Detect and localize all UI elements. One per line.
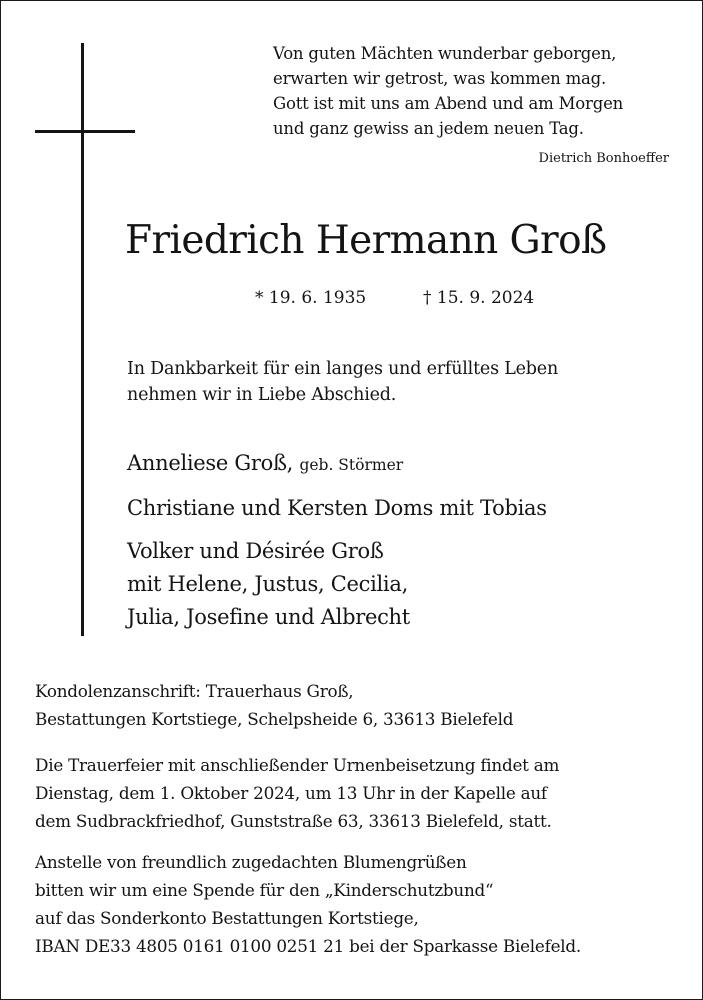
- poem-author: Dietrich Bonhoeffer: [538, 151, 669, 166]
- donation-line: bitten wir um eine Spende für den „Kinderschutzbund“: [35, 880, 494, 900]
- poem-line: erwarten wir getrost, was kommen mag.: [273, 69, 607, 88]
- poem-line: Von guten Mächten wunderbar geborgen,: [273, 44, 617, 63]
- poem-line: Gott ist mit uns am Abend und am Morgen: [273, 94, 624, 113]
- death-date: † 15. 9. 2024: [423, 288, 535, 308]
- funeral-service-info: [35, 751, 685, 835]
- donation-line: IBAN DE33 4805 0161 0100 0251 21 bei der Sparkasse Bielefeld.: [35, 936, 581, 956]
- family-line: Julia, Josefine und Albrecht: [127, 605, 410, 629]
- service-line: Dienstag, dem 1. Oktober 2024, um 13 Uhr in der Kapelle auf: [35, 783, 547, 803]
- spouse-name: Anneliese Groß,: [127, 451, 294, 475]
- condolence-address: [35, 677, 685, 733]
- service-line: dem Sudbrackfriedhof, Gunststraße 63, 33613 Bielefeld, statt.: [35, 811, 552, 831]
- deceased-name: Friedrich Hermann Groß: [125, 218, 607, 263]
- address-line: Kondolenzanschrift: Trauerhaus Groß,: [35, 681, 354, 701]
- spouse-maiden-name: geb. Störmer: [299, 456, 404, 474]
- family-line: Christiane und Kersten Doms mit Tobias: [127, 496, 547, 520]
- family-spouse: [127, 447, 687, 482]
- address-line: Bestattungen Kortstiege, Schelpsheide 6, 33613 Bielefeld: [35, 709, 514, 729]
- birth-date: * 19. 6. 1935: [255, 288, 367, 308]
- poem-line: und ganz gewiss an jedem neuen Tag.: [273, 119, 584, 138]
- donation-line: auf das Sonderkonto Bestattungen Kortstiege,: [35, 908, 419, 928]
- dedication-line: In Dankbarkeit für ein langes und erfülltes Leben: [127, 359, 559, 379]
- poem-quote: [273, 41, 693, 141]
- service-line: Die Trauerfeier mit anschließender Urnenbeisetzung findet am: [35, 755, 560, 775]
- cross-horizontal-bar: [35, 130, 135, 133]
- dedication-line: nehmen wir in Liebe Abschied.: [127, 385, 397, 405]
- donation-line: Anstelle von freundlich zugedachten Blumengrüßen: [35, 852, 467, 872]
- family-list: [127, 447, 687, 634]
- dedication-text: [127, 356, 687, 408]
- donation-info: [35, 848, 685, 960]
- family-line: Volker und Désirée Groß: [127, 539, 384, 563]
- family-line: mit Helene, Justus, Cecilia,: [127, 572, 408, 596]
